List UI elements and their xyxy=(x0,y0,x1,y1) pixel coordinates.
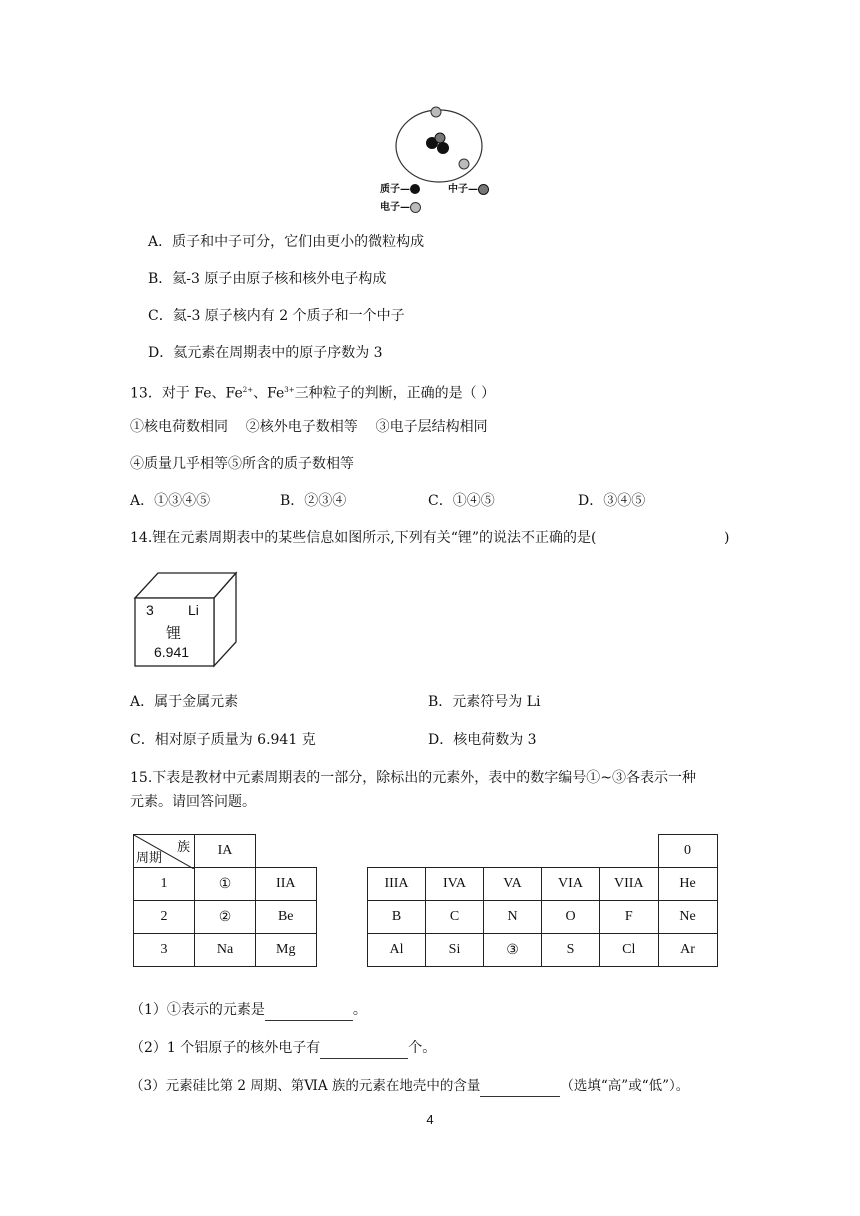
cell-1-iia: IIA xyxy=(256,868,317,901)
q13-stem xyxy=(130,380,495,404)
cell-1-viia: VIIA xyxy=(600,868,659,901)
q15-sub2-pre: （2）1 个铝原子的核外电子有 xyxy=(130,1040,321,1056)
answer-blank-2[interactable] xyxy=(320,1038,408,1059)
q15-sub3 xyxy=(130,1076,689,1097)
legend-proton-label: 质子— xyxy=(380,184,410,195)
cell-2-via: O xyxy=(542,901,600,934)
element-atomic-mass: 6.941 xyxy=(154,644,190,660)
q14-option-c: C．相对原子质量为 6.941 克 xyxy=(130,732,316,748)
helium3-atom-figure xyxy=(374,104,504,212)
q13-sup1: 2+ xyxy=(242,386,254,394)
cell-2-va: N xyxy=(484,901,542,934)
q15-sub1 xyxy=(130,1000,367,1021)
cell-3-viia: Cl xyxy=(600,934,659,967)
q13-statements-2: ④质量几乎相等⑤所含的质子数相等 xyxy=(130,456,354,472)
q13-option-c: C．①④⑤ xyxy=(428,493,495,509)
q14-stem-close: ) xyxy=(724,530,730,546)
element-symbol: Li xyxy=(188,602,199,618)
cell-1-iiia: IIIA xyxy=(368,868,426,901)
electron-icon xyxy=(410,202,421,213)
q13-statements-1: ①核电荷数相同 ②核外电子数相等 ③电子层结构相同 xyxy=(130,419,488,435)
answer-blank-1[interactable] xyxy=(265,1000,353,1021)
cell-2-iva: C xyxy=(426,901,484,934)
period-3: 3 xyxy=(134,934,195,967)
cell-3-iiia: Al xyxy=(368,934,426,967)
cell-3-0: Ar xyxy=(658,934,717,967)
cell-1-0: He xyxy=(658,868,717,901)
q14-option-a: A．属于金属元素 xyxy=(130,694,239,710)
q15-stem-line1: 15.下表是教材中元素周期表的一部分，除标出的元素外，表中的数字编号①~③各表示一种 xyxy=(130,770,696,786)
answer-blank-3[interactable] xyxy=(480,1076,560,1097)
cell-3-via: S xyxy=(542,934,600,967)
legend-electron-label: 电子— xyxy=(380,202,410,213)
cell-1-via: VIA xyxy=(542,868,600,901)
periodic-table-left xyxy=(133,834,317,967)
element-atomic-number: 3 xyxy=(146,602,154,618)
cell-1-va: VA xyxy=(484,868,542,901)
q13-stem-mid: 、Fe xyxy=(253,385,285,402)
col-header-0: 0 xyxy=(658,835,717,868)
q12-option-b: B．氦-3 原子由原子核和核外电子构成 xyxy=(148,271,387,287)
q14-option-b: B．元素符号为 Li xyxy=(428,694,541,710)
q15-sub1-pre: （1）①表示的元素是 xyxy=(130,1002,265,1018)
header-period-label: 周期 xyxy=(136,850,163,865)
element-name: 锂 xyxy=(166,625,182,642)
legend-neutron-label: 中子— xyxy=(448,184,478,195)
cell-3-iia: Mg xyxy=(256,934,317,967)
period-1: 1 xyxy=(134,868,195,901)
proton-icon xyxy=(410,184,420,194)
q13-stem-pre: 13．对于 Fe、Fe xyxy=(130,385,243,402)
q13-stem-post: 三种粒子的判断，正确的是（ ） xyxy=(294,385,496,402)
cell-3-ia: Na xyxy=(195,934,256,967)
header-group-label: 族 xyxy=(176,839,190,854)
table-header-diagonal xyxy=(134,835,195,868)
q15-sub3-pre: （3）元素硅比第 2 周期、第ⅥA 族的元素在地壳中的含量 xyxy=(130,1078,481,1094)
cell-2-0: Ne xyxy=(658,901,717,934)
q15-sub2 xyxy=(130,1038,436,1059)
cell-2-iia: Be xyxy=(256,901,317,934)
q13-option-d: D．③④⑤ xyxy=(578,493,646,509)
q15-stem-line2: 元素。请回答问题。 xyxy=(130,794,256,810)
q15-sub3-post: （选填“高”或“低”）。 xyxy=(560,1078,690,1094)
lithium-element-card xyxy=(130,570,240,670)
atom-diagram xyxy=(374,104,504,184)
cell-2-ia: ② xyxy=(195,901,256,934)
cell-2-viia: F xyxy=(600,901,659,934)
col-header-ia: IA xyxy=(195,835,256,868)
period-2: 2 xyxy=(134,901,195,934)
periodic-table-right xyxy=(367,834,718,967)
q12-option-c: C．氦-3 原子核内有 2 个质子和一个中子 xyxy=(148,308,405,324)
cell-3-va: ③ xyxy=(484,934,542,967)
q15-sub2-post: 个。 xyxy=(408,1040,437,1056)
q15-sub1-post: 。 xyxy=(352,1002,367,1018)
q13-sup2: 3+ xyxy=(284,386,295,394)
cell-3-iva: Si xyxy=(426,934,484,967)
q13-option-b: B．②③④ xyxy=(280,493,347,509)
q12-option-d: D．氦元素在周期表中的原子序数为 3 xyxy=(148,345,383,361)
neutron-icon xyxy=(478,184,489,195)
cell-1-iva: IVA xyxy=(426,868,484,901)
q14-stem: 14.锂在元素周期表中的某些信息如图所示,下列有关“锂”的说法不正确的是( xyxy=(130,530,597,546)
cell-2-iiia: B xyxy=(368,901,426,934)
q14-option-d: D．核电荷数为 3 xyxy=(428,732,537,748)
q12-option-a: A．质子和中子可分，它们由更小的微粒构成 xyxy=(148,234,425,250)
page-number: 4 xyxy=(426,1112,434,1127)
q13-option-a: A．①③④⑤ xyxy=(130,493,211,509)
cell-1-ia: ① xyxy=(195,868,256,901)
